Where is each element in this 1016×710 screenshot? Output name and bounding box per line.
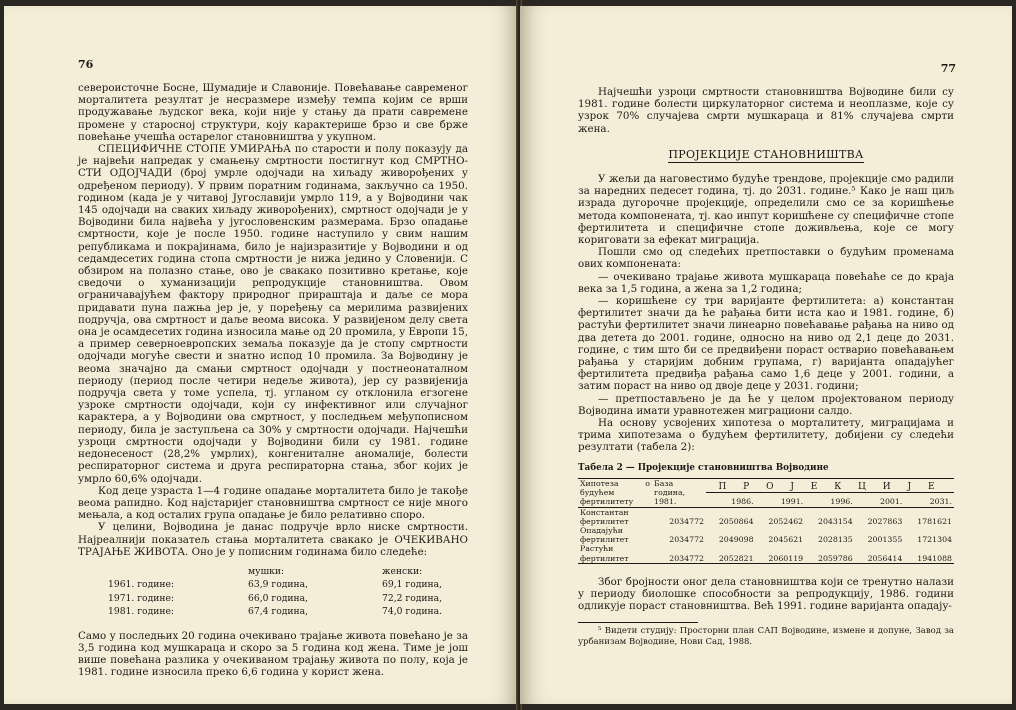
table-cell: 2028135 xyxy=(818,535,853,545)
table-cell: 2034772 xyxy=(669,535,704,545)
section-heading xyxy=(578,149,954,161)
life-expectancy-table xyxy=(104,564,446,620)
table-row xyxy=(578,507,954,526)
table-cell: 2052462 xyxy=(768,516,804,526)
table-caption: Табела 2 — Пројекције становништва Војводине xyxy=(578,462,829,473)
row-label: Константан фертилитет xyxy=(580,507,629,526)
table-header-base: База година, 1981. xyxy=(652,478,706,507)
table-cell: 2034772 xyxy=(669,553,704,563)
table-cell: 2050864 xyxy=(718,516,754,526)
paragraph: У целини, Војводина је данас подручје врло ниске смртности. Најреалнији показатељ стања морталитета свакако је ОЧЕКИВАНО ТРАЈАЊЕ ЖИВОТА. Оно је у пописним годинама било следеће: xyxy=(78,521,468,558)
table-cell: 2056414 xyxy=(867,553,903,563)
life-header-women: женски: xyxy=(382,565,423,577)
footnote-block xyxy=(578,622,954,647)
life-women: 72,2 година, xyxy=(382,592,443,604)
table-row xyxy=(578,526,954,544)
paragraph: На основу усвојених хипотеза о морталитету, миграцијама и трима хипотезама о будућем фертилитету, добијени су следећи резултати (табела 2): xyxy=(578,417,954,454)
footnote-rule xyxy=(578,622,698,623)
table-cell: 2049098 xyxy=(718,535,754,545)
table-cell: 1781621 xyxy=(917,516,952,526)
paragraph: Најчешћи узроци смртности становништва Војводине били су 1981. године болести циркулаторног система и неоплазме, које су узрок 70% случајева смрти мушкараца и 81% случајева смрти жена. xyxy=(578,86,954,135)
left-text-block xyxy=(78,82,468,678)
table-cell: 2045621 xyxy=(768,535,804,545)
paragraph: Пошли смо од следећих претпоставки о будућим променама ових компонената: xyxy=(578,246,954,271)
table-cell: 2001355 xyxy=(867,535,903,545)
page-number-right: 77 xyxy=(940,62,956,75)
paragraph: Због бројности оног дела становништва који се тренутно налази у периоду биолошке способности за репродукцију, 1986. години одликује пораст становништва. Већ 1991. године варијанта опадају- xyxy=(578,575,954,613)
table-cell: 1941088 xyxy=(917,553,952,563)
table-row xyxy=(106,579,444,590)
paragraph: Код деце узраста 1—4 године опадање морталитета било је такође веома рапидно. Код најстаријег становништва смртност се није много мењала, а код осталих група опадање је било релативно споро. xyxy=(78,484,468,522)
life-year: 1981. године: xyxy=(108,606,175,618)
footnote: ⁵ Видети студију: Просторни план САП Војводине, измене и допуне, Завод за урбанизам Војводине, Нови Сад, 1988. xyxy=(578,626,954,647)
table-header-hypothesis: Хипотеза о будућем фертилитету xyxy=(580,478,650,507)
table-header-year: 1986. xyxy=(706,493,756,507)
table-header-year: 2001. xyxy=(855,493,905,507)
list-item: — коришћене су три варијанте фертилитета: а) константан фертилитет значи да ће рађања бити иста као и 1981. године, б) растући фертилитет значи линеарно повећавање рађања на ниво од два детета до 2001. године, односно на ниво од 2,1 деце до 2031. године, с тим што би се предвиђени пораст остварио повећавањем рађања у старијим добним групама, г) варијанта опадајућег фертилитета предвиђа рађања само 1,6 деце у 2001. години, а затим пораст на ниво од двоје деце у 2031. години; xyxy=(578,295,954,393)
paragraph: Само у последњих 20 година очекивано трајање живота повећано је за 3,5 година код мушкараца и скоро за 5 година код жена. Тиме је још више повећана разлика у очекиваном трајању живота по полу, која је 1981. године износила преко 6,6 година у корист жена. xyxy=(78,629,468,679)
paragraph: У жељи да наговестимо будуће трендове, пројекције смо радили за наредних педесет година, тј. до 2031. године.⁵ Како је наш циљ израда дугорочне пројекције, определили смо се за коришћење метода компонената, тј. као инпут коришћене су специфичне стопе фертилитета и специфичне стопе доживљења, које се могу кориговати за ефекат миграција. xyxy=(578,173,954,247)
section-heading-text: ПРОЈЕКЦИЈЕ СТАНОВНИШТВА xyxy=(668,147,864,161)
list-item: — очекивано трајање живота мушкараца повећаће се до краја века за 1,5 година, а жена за 1,2 година; xyxy=(578,270,954,295)
paragraph: СПЕЦИФИЧНЕ СТОПЕ УМИРАЊА по старости и полу показују да је највећи напредак у смањењу смртности постигнут код СМРТНО-СТИ ОДОЈЧАДИ (број умрле одојчади на хиљаду живорођених у одређеном периоду). У првим поратним годинама, закључно са 1950. годином (када је у читавој Југославији умрло 119, а у Војводини чак 145 одојчади на сваких хиљаду живорођених), смртност одојчади је у Војводини била највећа у југословенским размерама. Брзо опадање смртности, које је после 1950. године наступило у свим нашим републикама и покрајинама, било је најизразитије у Војводини и од седамдесетих година стопа смртности је нижа једино у Словенији. С обзиром на полазно стање, ово је свакако позитивно кретање, које сведочи о хуманизацији репродукције становништва. Овом ограничавајућем фактору природног прираштаја и даље се мора придавати пуна пажња јер је, у поређењу са мерилима развијених подручја, ова смртност и даље веома висока. У развијеном делу света она је осамдесетих година износила мање од 20 промила, у Европи 15, а пример северноевропских земаља показује да је стопу смртности одојчади могуће свести и знатно испод 10 промила. За Војводину је веома значајно да смањи смртност одојчади у постнеонаталном периоду (период после четири недеље живота), јер су развијенија подручја света у томе успела, тј. угланом су отклонила егзогене узроке смртности одојчади, који су инфективног или случајног карактера, а у Војводини ова смртност, у последњем међупописном периоду, била је заступљена са 30% у смртности одојчади. Најчешћи узроци смртности одојчади у Војводини били су 1981. године недонесеност (28,2% умрлих), конгениталне аномалије, болести респираторног система и друга респираторна стања, због којих је умрло 60,6% одојчади. xyxy=(78,143,468,485)
life-men: 66,0 година, xyxy=(248,592,309,604)
table-cell: 1721304 xyxy=(917,535,952,545)
life-year: 1961. године: xyxy=(108,579,175,591)
table-row xyxy=(106,593,444,604)
paragraph: североисточне Босне, Шумадије и Славоније. Повећавање савременог морталитета резултат је несразмере између темпа којим се врши продужавање људског века, који није у стању да прати савремене промене у старосној структури, коју карактерише брзо и све брже повећање учешћа остарелог становништва у укупном. xyxy=(78,82,468,143)
table-cell: 2027863 xyxy=(867,516,903,526)
table-cell: 2059786 xyxy=(818,553,853,563)
table-cell: 2043154 xyxy=(818,516,853,526)
table-header-year: 1991. xyxy=(756,493,806,507)
row-label: Опадајући фертилитет xyxy=(580,525,629,545)
table-row xyxy=(578,544,954,563)
life-women: 69,1 година, xyxy=(382,579,443,591)
life-women: 74,0 година. xyxy=(382,606,443,618)
page-number-left: 76 xyxy=(78,58,94,71)
left-page xyxy=(4,6,518,704)
table-row xyxy=(106,606,444,617)
table-cell: 2034772 xyxy=(669,516,704,526)
table-header-year: 1996. xyxy=(805,493,855,507)
table-cell: 2060119 xyxy=(768,553,804,563)
projection-table xyxy=(578,478,954,564)
life-year: 1971. године: xyxy=(108,592,175,604)
table-header-projections: П Р О Ј Е К Ц И Ј Е xyxy=(718,481,942,492)
table-header-year: 2031. xyxy=(904,493,954,507)
life-men: 63,9 година, xyxy=(248,579,309,591)
right-text-block xyxy=(578,86,954,647)
row-label: Растући фертилитет xyxy=(580,544,629,563)
table-cell: 2052821 xyxy=(718,553,754,563)
right-page xyxy=(520,6,1012,704)
life-header-men: мушки: xyxy=(248,565,285,577)
list-item: — претпостављено је да ће у целом пројектованом периоду Војводина имати уравнотежен миграциони салдо. xyxy=(578,392,954,417)
life-men: 67,4 година, xyxy=(248,606,309,618)
